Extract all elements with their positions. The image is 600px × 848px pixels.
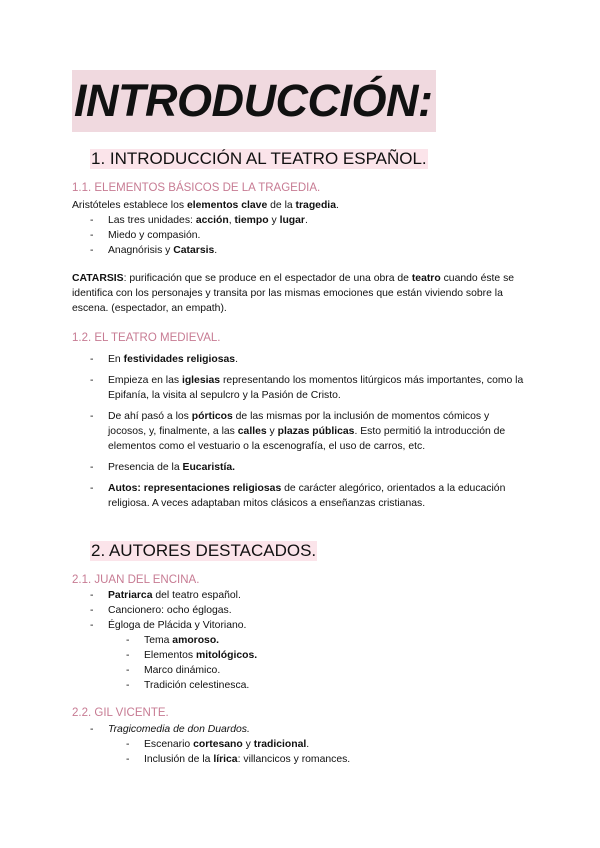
juan-del-encina-list — [90, 588, 530, 633]
list-item: - Marco dinámico. — [126, 663, 526, 678]
section-2-heading: 2. AUTORES DESTACADOS. — [91, 541, 317, 560]
list-item: - Patriarca del teatro español. — [90, 588, 530, 603]
list-item: - Autos: representaciones religiosas de carácter alegórico, orientados a la educación religiosa. A veces adaptaban mitos clásicos a enseñanzas cristianas. — [90, 481, 530, 511]
list-item: - Tragicomedia de don Duardos. — [90, 722, 530, 737]
section-1-2-heading: 1.2. EL TEATRO MEDIEVAL. — [72, 332, 221, 344]
list-item: - De ahí pasó a los pórticos de las mismas por la inclusión de momentos cómicos y jocosos, y, finalmente, a las calles y plazas públicas. Esto permitió la introducción de elementos como el vestuario o la escenografía, el uso de carros, etc. — [90, 409, 530, 454]
tragicomedia-sublist — [126, 737, 526, 767]
catarsis-definition: CATARSIS: purificación que se produce en el espectador de una obra de teatro cuando éste se identifica con los personajes y transita por las mismas emociones que están viviendo sobre la escena. (espectador, an empath). — [72, 273, 515, 314]
section-2-2-heading: 2.2. GIL VICENTE. — [72, 707, 169, 719]
list-item: - Tema amoroso. — [126, 633, 526, 648]
list-item: - Presencia de la Eucaristía. — [90, 460, 530, 475]
tragedia-intro: Aristóteles establece los elementos clave de la tragedia. — [72, 200, 339, 211]
list-item: - Escenario cortesano y tradicional. — [126, 737, 526, 752]
list-item: - Cancionero: ocho églogas. — [90, 603, 530, 618]
list-item: - En festividades religiosas. — [90, 352, 530, 367]
tragedia-list — [90, 213, 530, 258]
list-item: - Miedo y compasión. — [90, 228, 530, 243]
list-item: - Elementos mitológicos. — [126, 648, 526, 663]
list-item: - Inclusión de la lírica: villancicos y romances. — [126, 752, 526, 767]
list-item: - Las tres unidades: acción, tiempo y lugar. — [90, 213, 530, 228]
teatro-medieval-list — [90, 352, 530, 517]
list-item: - Tradición celestinesca. — [126, 678, 526, 693]
section-2-1-heading: 2.1. JUAN DEL ENCINA. — [72, 574, 200, 586]
list-item: - Empieza en las iglesias representando los momentos litúrgicos más importantes, como la Epifanía, la visita al sepulcro y la Pasión de Cristo. — [90, 373, 530, 403]
gil-vicente-list — [90, 722, 530, 737]
section-1-1-heading: 1.1. ELEMENTOS BÁSICOS DE LA TRAGEDIA. — [72, 182, 321, 194]
list-item: - Égloga de Plácida y Vitoriano. — [90, 618, 530, 633]
section-1-heading: 1. INTRODUCCIÓN AL TEATRO ESPAÑOL. — [91, 149, 427, 168]
list-item: - Anagnórisis y Catarsis. — [90, 243, 530, 258]
page-title: INTRODUCCIÓN: — [72, 70, 436, 132]
egloga-sublist — [126, 633, 526, 693]
